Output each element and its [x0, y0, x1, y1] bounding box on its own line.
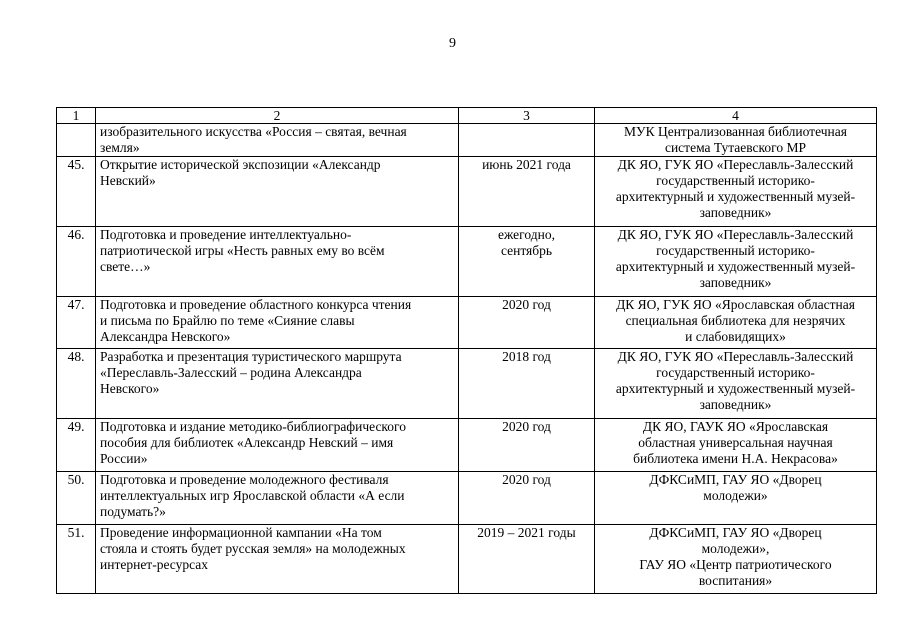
event-date-line: 2019 – 2021 годы: [477, 525, 576, 540]
event-name-line: Подготовка и проведение областного конкурса чтения: [100, 297, 412, 312]
event-name-line: интеллектуальных игр Ярославской области «А если: [100, 488, 405, 503]
organizer-line: ДК ЯО, ГУК ЯО «Ярославская областная: [616, 297, 855, 312]
row-number: 47.: [67, 297, 85, 312]
event-name-cell: [96, 227, 459, 297]
event-name-cell: [96, 157, 459, 227]
organizer-line: молодежи»: [703, 488, 768, 503]
organizer-line: ДК ЯО, ГУК ЯО «Переславль-Залесский: [617, 349, 854, 364]
event-name-line: пособия для библиотек «Александр Невский – имя: [100, 435, 394, 450]
event-name-line: России»: [100, 451, 148, 466]
event-date-cell: [459, 297, 595, 349]
event-name-cell: [96, 419, 459, 472]
organizer-line: архитектурный и художественный музей-: [615, 189, 856, 204]
table-row: [57, 157, 877, 227]
organizer-line: молодежи»,: [701, 541, 770, 556]
row-number-cell: [57, 472, 96, 525]
organizer-line: ГАУ ЯО «Центр патриотического: [639, 557, 832, 572]
event-name-line: изобразительного искусства «Россия – святая, вечная: [100, 124, 407, 139]
event-date-cell: [459, 227, 595, 297]
organizer-line: воспитания»: [698, 573, 773, 588]
event-date-cell: [459, 472, 595, 525]
organizer-line: ДФКСиМП, ГАУ ЯО «Дворец: [649, 472, 822, 487]
event-name-cell: [96, 349, 459, 419]
table-row: [57, 297, 877, 349]
event-name-line: стояла и стоять будет русская земля» на молодежных: [100, 541, 406, 556]
organizer-cell: [595, 419, 877, 472]
organizer-cell: [595, 525, 877, 594]
row-number-cell: [57, 124, 96, 157]
organizer-line: и слабовидящих»: [685, 329, 786, 344]
row-number-cell: [57, 157, 96, 227]
column-header: 1: [57, 108, 96, 124]
organizer-line: государственный историко-: [656, 173, 815, 188]
row-number-cell: [57, 297, 96, 349]
table-row: [57, 349, 877, 419]
column-header: 3: [459, 108, 595, 124]
row-number: 49.: [67, 419, 85, 434]
row-number: 45.: [67, 157, 85, 172]
event-name-line: Проведение информационной кампании «На том: [100, 525, 382, 540]
row-number-cell: [57, 525, 96, 594]
row-number: 46.: [67, 227, 85, 242]
event-name-line: свете…»: [100, 259, 151, 274]
table-header-row: [57, 108, 877, 124]
event-name-cell: [96, 297, 459, 349]
column-header: 4: [595, 108, 877, 124]
event-name-line: Открытие исторической экспозиции «Александр: [100, 157, 381, 172]
event-name-cell: [96, 472, 459, 525]
table-row: [57, 525, 877, 594]
row-number-cell: [57, 349, 96, 419]
row-number: 50.: [67, 472, 85, 487]
event-date-line: 2020 год: [502, 419, 551, 434]
organizer-line: специальная библиотека для незрячих: [625, 313, 846, 328]
event-date-cell: [459, 157, 595, 227]
column-header: 2: [96, 108, 459, 124]
organizer-line: ДФКСиМП, ГАУ ЯО «Дворец: [649, 525, 822, 540]
row-number: 51.: [67, 525, 85, 540]
organizer-line: МУК Централизованная библиотечная: [624, 124, 847, 139]
organizer-line: архитектурный и художественный музей-: [615, 381, 856, 396]
table-row: [57, 227, 877, 297]
organizer-cell: [595, 124, 877, 157]
organizer-cell: [595, 227, 877, 297]
organizer-line: государственный историко-: [656, 243, 815, 258]
organizer-cell: [595, 297, 877, 349]
event-date-line: [463, 124, 590, 140]
event-name-line: подумать?»: [100, 504, 166, 519]
event-date-line: 2020 год: [502, 472, 551, 487]
events-table: [56, 107, 877, 594]
table-row: [57, 419, 877, 472]
table-row: [57, 472, 877, 525]
event-name-line: Подготовка и проведение молодежного фестиваля: [100, 472, 389, 487]
event-name-line: Александра Невского»: [100, 329, 231, 344]
event-name-line: Невский»: [100, 173, 156, 188]
event-date-line: сентябрь: [500, 243, 553, 258]
organizer-line: библиотека имени Н.А. Некрасова»: [633, 451, 838, 466]
event-name-line: «Переславль-Залесский – родина Александра: [100, 365, 362, 380]
event-name-line: Подготовка и издание методико-библиографического: [100, 419, 407, 434]
organizer-line: ДК ЯО, ГУК ЯО «Переславль-Залесский: [617, 227, 854, 242]
organizer-line: заповедник»: [699, 205, 772, 220]
event-date-line: ежегодно,: [498, 227, 555, 242]
event-name-cell: [96, 124, 459, 157]
organizer-cell: [595, 472, 877, 525]
event-name-line: патриотической игры «Несть равных ему во всём: [100, 243, 385, 258]
event-name-cell: [96, 525, 459, 594]
organizer-line: заповедник»: [699, 275, 772, 290]
page-number: 9: [449, 36, 456, 51]
organizer-cell: [595, 349, 877, 419]
event-date-line: 2018 год: [502, 349, 551, 364]
event-name-line: земля»: [100, 140, 140, 155]
row-number-cell: [57, 227, 96, 297]
table-row: [57, 124, 877, 157]
event-name-line: и письма по Брайлю по теме «Сияние славы: [100, 313, 355, 328]
organizer-line: система Тутаевского МР: [664, 140, 807, 155]
organizer-line: государственный историко-: [656, 365, 815, 380]
row-number: 48.: [67, 349, 85, 364]
event-date-line: 2020 год: [502, 297, 551, 312]
organizer-line: заповедник»: [699, 397, 772, 412]
organizer-line: областная универсальная научная: [638, 435, 833, 450]
event-date-line: июнь 2021 года: [482, 157, 571, 172]
organizer-cell: [595, 157, 877, 227]
event-name-line: Разработка и презентация туристического маршрута: [100, 349, 402, 364]
organizer-line: архитектурный и художественный музей-: [615, 259, 856, 274]
row-number-cell: [57, 419, 96, 472]
event-name-line: Невского»: [100, 381, 160, 396]
organizer-line: ДК ЯО, ГАУК ЯО «Ярославская: [642, 419, 829, 434]
event-date-cell: [459, 349, 595, 419]
event-date-cell: [459, 124, 595, 157]
event-name-line: Подготовка и проведение интеллектуально-: [100, 227, 352, 242]
event-date-cell: [459, 419, 595, 472]
event-date-cell: [459, 525, 595, 594]
event-name-line: интернет-ресурсах: [100, 557, 208, 572]
organizer-line: ДК ЯО, ГУК ЯО «Переславль-Залесский: [617, 157, 854, 172]
